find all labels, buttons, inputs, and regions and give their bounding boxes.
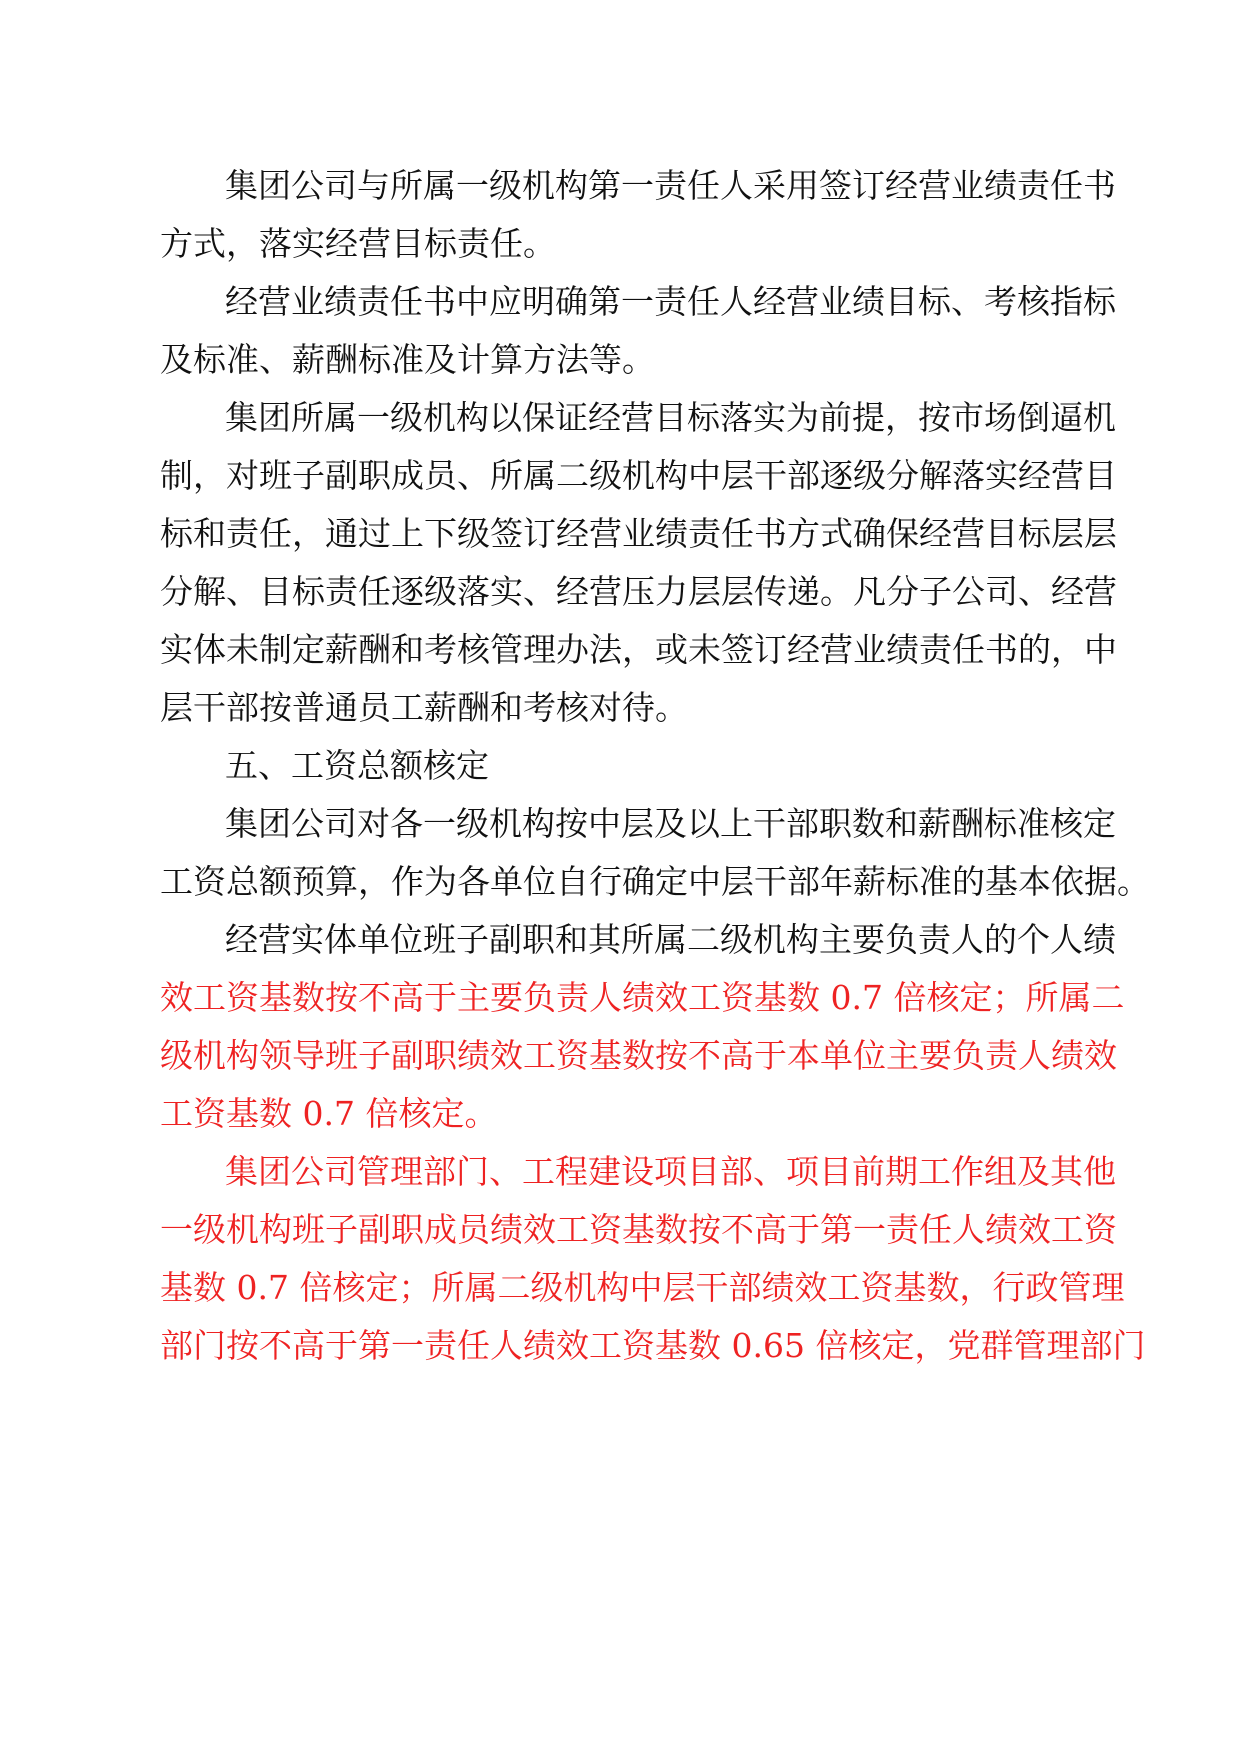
paragraph-line: 方式，落实经营目标责任。 [160, 224, 556, 263]
section-heading: 五、工资总额核定 [225, 746, 489, 785]
paragraph-line: 经营业绩责任书中应明确第一责任人经营业绩目标、考核指标 [225, 282, 1116, 321]
paragraph-line: 经营实体单位班子副职和其所属二级机构主要负责人的个人绩 [225, 920, 1116, 959]
paragraph-line: 集团公司对各一级机构按中层及以上干部职数和薪酬标准核定 [225, 804, 1116, 843]
highlighted-line: 工资基数 0.7 倍核定。 [160, 1094, 498, 1133]
paragraph-line: 分解、目标责任逐级落实、经营压力层层传递。凡分子公司、经营 [160, 572, 1117, 611]
highlighted-line: 一级机构班子副职成员绩效工资基数按不高于第一责任人绩效工资 [160, 1210, 1117, 1249]
paragraph-line: 实体未制定薪酬和考核管理办法，或未签订经营业绩责任书的，中 [160, 630, 1117, 669]
highlighted-line: 基数 0.7 倍核定；所属二级机构中层干部绩效工资基数，行政管理 [160, 1268, 1125, 1307]
paragraph-line: 集团所属一级机构以保证经营目标落实为前提，按市场倒逼机 [225, 398, 1116, 437]
paragraph-line: 集团公司与所属一级机构第一责任人采用签订经营业绩责任书 [225, 166, 1116, 205]
highlighted-line: 集团公司管理部门、工程建设项目部、项目前期工作组及其他 [225, 1152, 1116, 1191]
highlighted-line: 部门按不高于第一责任人绩效工资基数 0.65 倍核定，党群管理部门 [160, 1326, 1146, 1365]
paragraph-line: 层干部按普通员工薪酬和考核对待。 [160, 688, 688, 727]
paragraph-line: 工资总额预算，作为各单位自行确定中层干部年薪标准的基本依据。 [160, 862, 1150, 901]
paragraph-line: 标和责任，通过上下级签订经营业绩责任书方式确保经营目标层层 [160, 514, 1117, 553]
paragraph-line: 及标准、薪酬标准及计算方法等。 [160, 340, 655, 379]
highlighted-line: 效工资基数按不高于主要负责人绩效工资基数 0.7 倍核定；所属二 [160, 978, 1125, 1017]
paragraph-line: 制，对班子副职成员、所属二级机构中层干部逐级分解落实经营目 [160, 456, 1117, 495]
highlighted-line: 级机构领导班子副职绩效工资基数按不高于本单位主要负责人绩效 [160, 1036, 1117, 1075]
